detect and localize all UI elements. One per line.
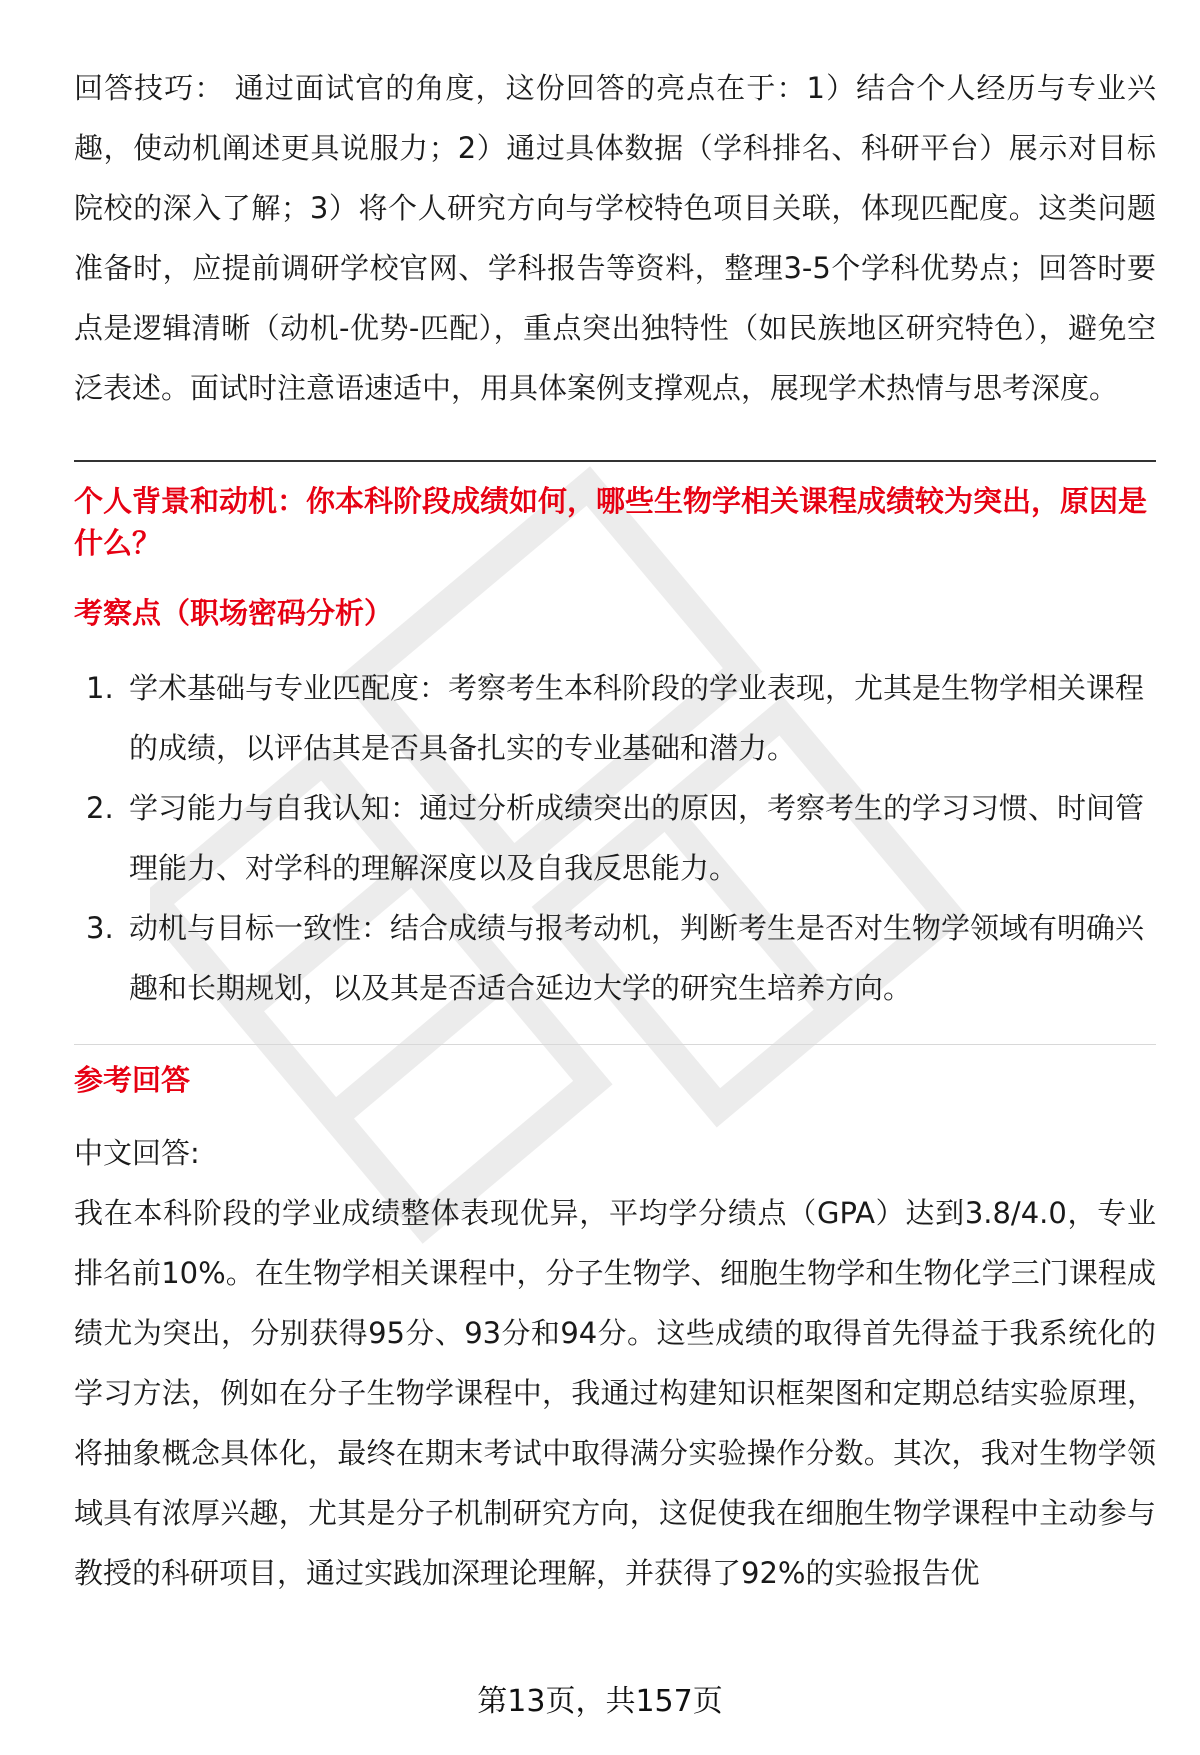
list-item-text: 动机与目标一致性：结合成绩与报考动机，判断考生是否对生物学领域有明确兴趣和长期规划，以及其是否适合延边大学的研究生培养方向。 bbox=[129, 911, 1145, 1005]
list-item-number: 3. bbox=[86, 911, 114, 945]
list-item-text: 学习能力与自我认知：通过分析成绩突出的原因，考察考生的学习习惯、时间管理能力、对学科的理解深度以及自我反思能力。 bbox=[129, 791, 1145, 885]
question-title: 个人背景和动机：你本科阶段成绩如何，哪些生物学相关课程成绩较为突出，原因是什么？ bbox=[74, 484, 1148, 560]
document-page bbox=[74, 58, 1156, 1603]
list-item bbox=[74, 778, 1156, 898]
points-list bbox=[74, 658, 1156, 1018]
list-item-text: 学术基础与专业匹配度：考察考生本科阶段的学业表现，尤其是生物学相关课程的成绩，以评估其是否具备扎实的专业基础和潜力。 bbox=[129, 671, 1145, 765]
list-item bbox=[74, 658, 1156, 778]
page-footer: 第13页，共157页 bbox=[477, 1684, 723, 1719]
list-item-number: 2. bbox=[86, 791, 114, 825]
answer-label: 中文回答: bbox=[74, 1136, 200, 1170]
list-item-number: 1. bbox=[86, 671, 114, 705]
section-divider bbox=[74, 460, 1156, 462]
points-heading: 考察点（职场密码分析） bbox=[74, 596, 394, 630]
list-item bbox=[74, 898, 1156, 1018]
answer-divider bbox=[74, 1044, 1156, 1045]
answer-text: 我在本科阶段的学业成绩整体表现优异，平均学分绩点（GPA）达到3.8/4.0，专业排名前10%。在生物学相关课程中，分子生物学、细胞生物学和生物化学三门课程成绩尤为突出，分别获得95分、93分和94分。这些成绩的取得首先得益于我系统化的学习方法，例如在分子生物学课程中，我通过构建知识框架图和定期总结实验原理，将抽象概念具体化，最终在期末考试中取得满分实验操作分数。其次，我对生物学领域具有浓厚兴趣，尤其是分子机制研究方向，这促使我在细胞生物学课程中主动参与教授的科研项目，通过实践加深理论理解，并获得了92%的实验报告优 bbox=[74, 1196, 1156, 1590]
intro-paragraph: 回答技巧： 通过面试官的角度，这份回答的亮点在于：1）结合个人经历与专业兴趣，使动机阐述更具说服力；2）通过具体数据（学科排名、科研平台）展示对目标院校的深入了解；3）将个人研究方向与学校特色项目关联，体现匹配度。这类问题准备时，应提前调研学校官网、学科报告等资料，整理3-5个学科优势点；回答时要点是逻辑清晰（动机-优势-匹配），重点突出独特性（如民族地区研究特色），避免空泛表述。面试时注意语速适中，用具体案例支撑观点，展现学术热情与思考深度。 bbox=[74, 71, 1156, 405]
answer-heading: 参考回答 bbox=[74, 1063, 191, 1097]
